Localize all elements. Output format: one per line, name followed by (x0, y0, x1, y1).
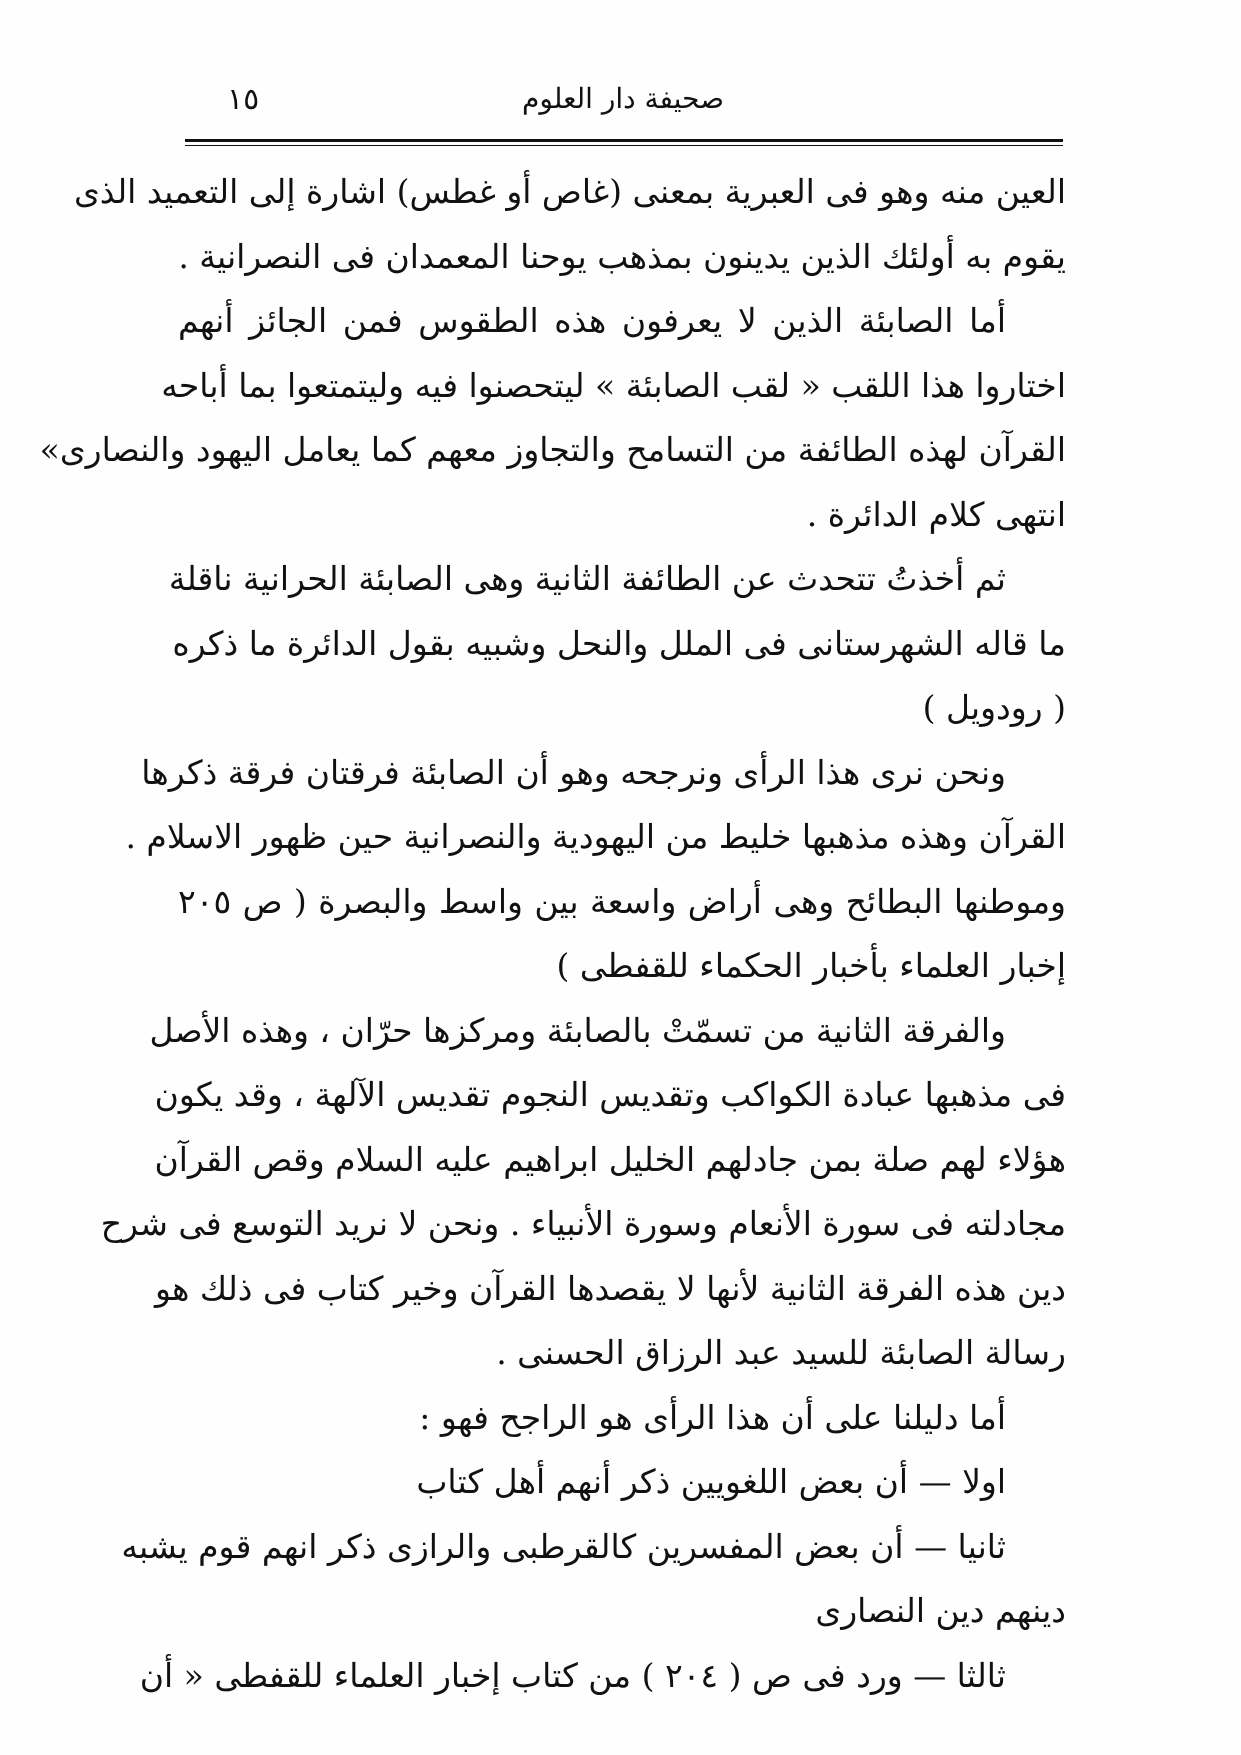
text-line: والفرقة الثانية من تسمّتْ بالصابئة ومركزها حرّان ، وهذه الأصل (149, 1010, 1006, 1050)
text-line: القرآن وهذه مذهبها خليط من اليهودية والنصرانية حين ظهور الاسلام . (125, 817, 1066, 856)
text-line: وموطنها البطائح وهى أراض واسعة بين واسط والبصرة ( ص ٢٠٥ (178, 881, 1066, 921)
text-line: اولا — أن بعض اللغويين ذكر أنهم أهل كتاب (416, 1462, 1006, 1501)
text-line: ثالثا — ورد فى ص ( ٢٠٤ ) من كتاب إخبار العلماء للقفطى « أن (139, 1655, 1006, 1695)
text-line: دين هذه الفرقة الثانية لأنها لا يقصدها القرآن وخير كتاب فى ذلك هو (154, 1268, 1066, 1308)
text-line: العين منه وهو فى العبرية بمعنى (غاص أو غطس) اشارة إلى التعميد الذى (73, 172, 1066, 211)
running-title: صحيفة دار العلوم (522, 82, 724, 115)
text-line: أما الصابئة الذين لا يعرفون هذه الطقوس فمن الجائز أنهم (178, 301, 1006, 340)
text-line: ( رودويل ) (922, 688, 1066, 727)
text-line: هؤلاء لهم صلة بمن جادلهم الخليل ابراهيم عليه السلام وقص القرآن (154, 1139, 1066, 1179)
text-line: مجادلته فى سورة الأنعام وسورة الأنبياء . ونحن لا نريد التوسع فى شرح (100, 1204, 1066, 1243)
text-line: اختاروا هذا اللقب « لقب الصابئة » ليتحصنوا فيه وليتمتعوا بما أباحه (161, 365, 1066, 405)
body-text (39, 160, 1066, 1708)
text-line: دينهم دين النصارى (815, 1591, 1066, 1630)
text-line: رسالة الصابئة للسيد عبد الرزاق الحسنى . (496, 1333, 1066, 1372)
text-line: أما دليلنا على أن هذا الرأى هو الراجح فهو : (419, 1397, 1006, 1437)
text-line: ثم أخذتُ تتحدث عن الطائفة الثانية وهى الصابئة الحرانية ناقلة (168, 559, 1006, 598)
page-number: ١٥ (227, 82, 260, 117)
text-line: يقوم به أولئك الذين يدينون بمذهب يوحنا المعمدان فى النصرانية . (178, 236, 1066, 276)
text-line: ما قاله الشهرستانى فى الملل والنحل وشبيه بقول الدائرة ما ذكره (172, 623, 1066, 663)
header-rule (185, 139, 1063, 142)
text-line: القرآن لهذه الطائفة من التسامح والتجاوز معهم كما يعامل اليهود والنصارى» (39, 430, 1066, 469)
text-line: فى مذهبها عبادة الكواكب وتقديس النجوم تقديس الآلهة ، وقد يكون (154, 1075, 1066, 1114)
text-line: إخبار العلماء بأخبار الحكماء للقفطى ) (556, 946, 1066, 985)
text-line: ونحن نرى هذا الرأى ونرجحه وهو أن الصابئة فرقتان فرقة ذكرها (141, 752, 1006, 792)
header-rule-thin (185, 145, 1063, 146)
page-header (185, 82, 1061, 138)
text-line: انتهى كلام الدائرة . (806, 494, 1066, 534)
text-line: ثانيا — أن بعض المفسرين كالقرطبى والرازى ذكر انهم قوم يشبه (121, 1526, 1006, 1566)
